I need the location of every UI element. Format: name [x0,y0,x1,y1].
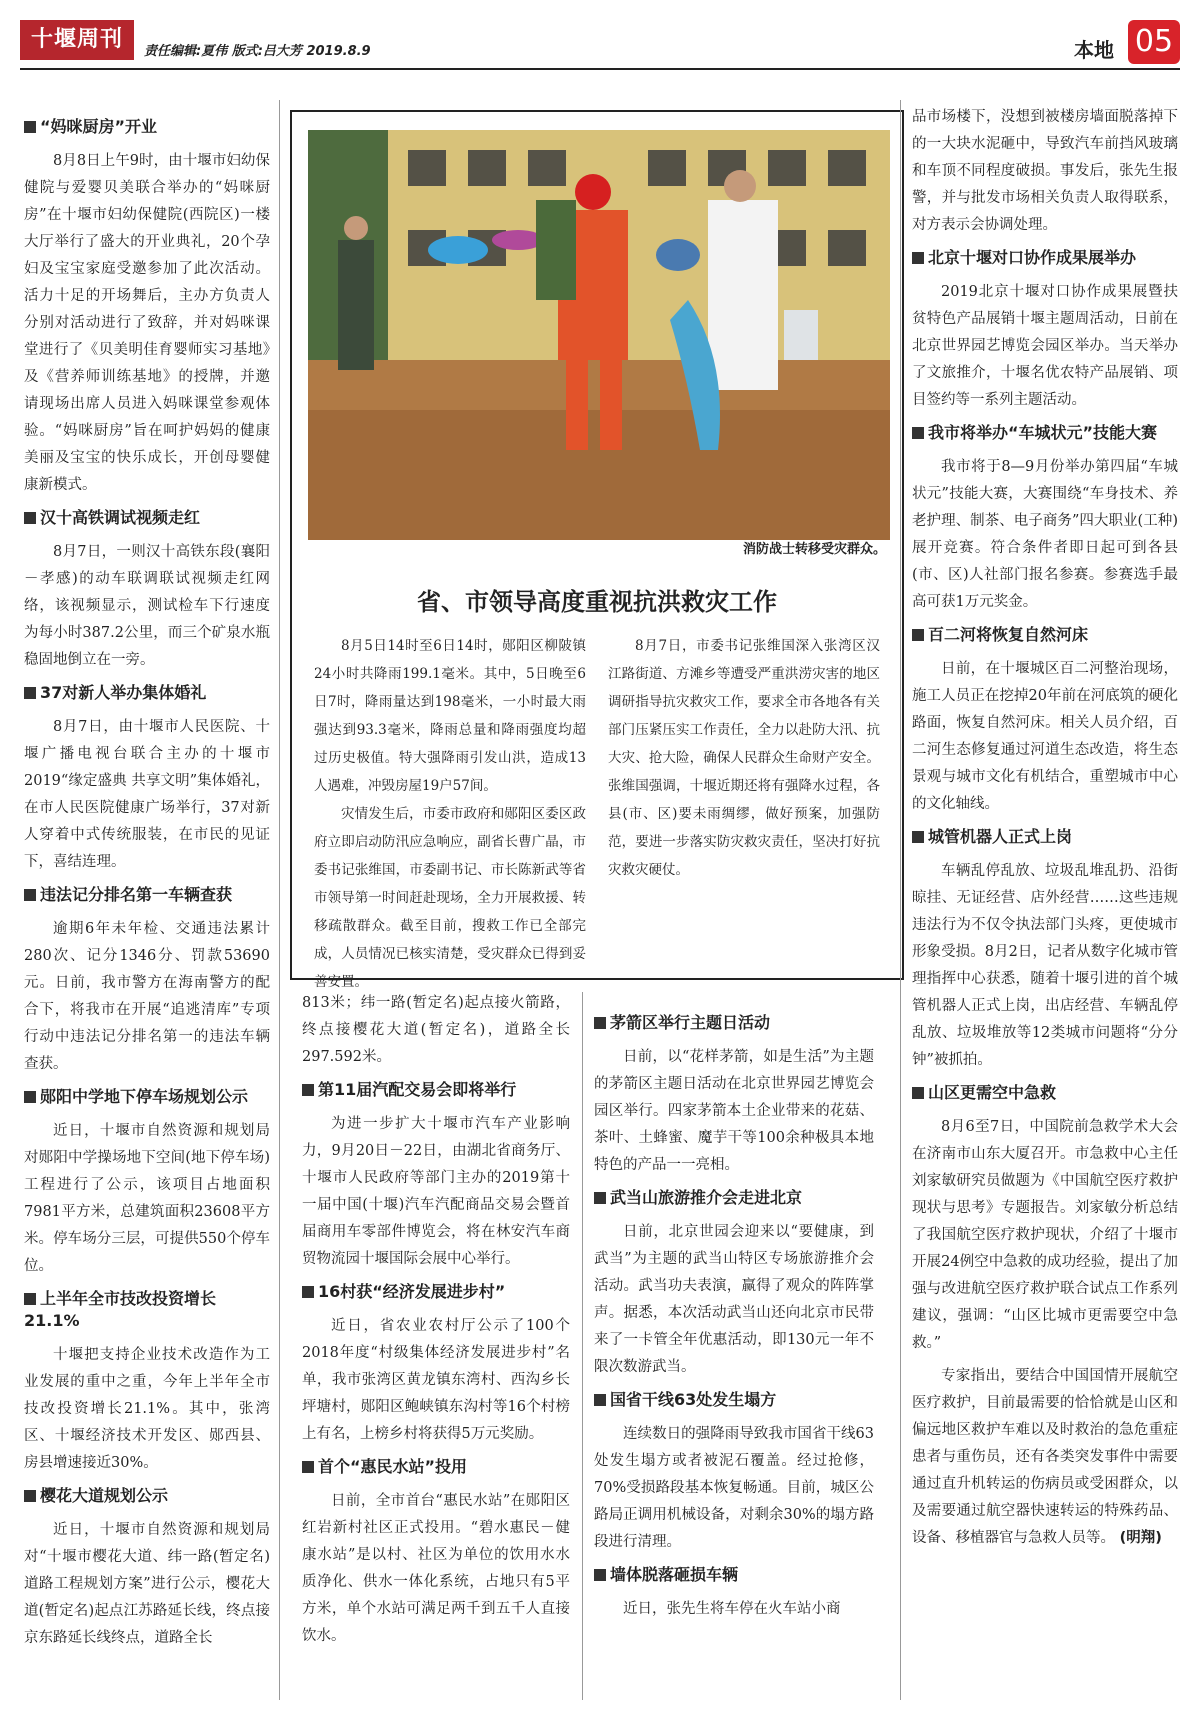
article-title: 武当山旅游推介会走进北京 [594,1187,874,1209]
column-right [912,104,1178,1558]
photo-caption: 消防战士转移受灾群众。 [742,542,886,557]
section-label: 本地 [1074,38,1114,62]
article-title: 城管机器人正式上岗 [912,826,1178,848]
article-body: 近日，张先生将车停在火车站小商 [623,1601,841,1617]
article-paragraph: 专家指出，要结合中国国情开展航空医疗救护，目前最需要的恰恰就是山区和偏远地区救护车难以及时救治的急危重症患者与重伤员，还有各类突发事件中需要通过直升机转运的伤病员或受困群众，以及需要通过航空器快速转运的特殊药品、设备、移植器官与急救人员等。 [912,1368,1178,1546]
flood-rescue-photo [308,130,890,540]
article-title: 37对新人举办集体婚礼 [24,682,270,704]
feature-paragraph: 8月5日14时至6日14时，郧阳区柳陂镇24小时共降雨199.1毫米。其中，5日晚至6日7时，降雨量达到198毫米，一小时最大雨强达到93.3毫米，降雨总量和降雨强度均超过历史极值。特大强降雨引发山洪，造成13人遇难，冲毁房屋19户57间。 [314,638,586,794]
article-title: 国省干线63处发生塌方 [594,1389,874,1411]
article-body: 十堰把支持企业技术改造作为工业发展的重中之重，今年上半年全市技改投资增长21.1%。其中，张湾区、十堰经济技术开发区、郧西县、房县增速接近30%。 [24,1347,270,1471]
article-body: 日前，以“花样茅箭，如是生活”为主题的茅箭区主题日活动在北京世界园艺博览会园区举行。四家茅箭本土企业带来的花菇、茶叶、土蜂蜜、魔芋干等100余种极具本地特色的产品一一亮相。 [594,1049,874,1173]
article-title: 第11届汽配交易会即将举行 [302,1079,570,1101]
header-rule [20,68,1180,70]
article-body: 8月7日，一则汉十高铁东段(襄阳－孝感)的动车联调联试视频走红网络，该视频显示，测试检车下行速度为每小时387.2公里，而三个矿泉水瓶稳固地倒立在一旁。 [24,544,270,668]
article-body: 8月7日，由十堰市人民医院、十堰广播电视台联合主办的十堰市2019“缘定盛典 共享文明”集体婚礼，在市人民医院健康广场举行，37对新人穿着中式传统服装，在市民的见证下，喜结连理。 [24,719,270,870]
column-divider [279,100,280,1700]
article-title: 郧阳中学地下停车场规划公示 [24,1086,270,1108]
page-number: 05 [1128,20,1180,64]
article-title: “妈咪厨房”开业 [24,116,270,138]
article-body: 近日，省农业农村厅公示了100个2018年度“村级集体经济发展进步村”名单，我市张湾区黄龙镇东湾村、西沟乡长坪塘村，郧阳区鲍峡镇东沟村等16个村榜上有名，上榜乡村将获得5万元奖励。 [302,1318,570,1442]
feature-col-2 [608,632,880,996]
article-title: 北京十堰对口协作成果展举办 [912,247,1178,269]
article-title: 墙体脱落砸损车辆 [594,1564,874,1586]
column-left [24,108,270,1658]
article-title: 16村获“经济发展进步村” [302,1281,570,1303]
article-title: 首个“惠民水站”投用 [302,1456,570,1478]
article-body: 813米；纬一路(暂定名)起点接火箭路，终点接樱花大道(暂定名)，道路全长297.592米。 [302,995,570,1065]
article-body: 日前，在十堰城区百二河整治现场，施工人员正在挖掉20年前在河底筑的硬化路面，恢复自然河床。相关人员介绍，百二河生态修复通过河道生态改造，将生态景观与城市文化有机结合，重塑城市中心的文化轴线。 [912,661,1178,812]
article-title: 违法记分排名第一车辆查获 [24,884,270,906]
article-title: 上半年全市技改投资增长21.1% [24,1288,270,1332]
article-body: 日前，北京世园会迎来以“要健康，到武当”为主题的武当山特区专场旅游推介会活动。武当功夫表演，赢得了观众的阵阵掌声。据悉，本次活动武当山还向北京市民带来了一卡管全年优惠活动，即130元一年不限次数游武当。 [594,1224,874,1375]
article-body: 8月6至7日，中国院前急救学术大会在济南市山东大厦召开。市急救中心主任刘家敏研究员做题为《中国航空医疗救护现状与思考》专题报告。刘家敏分析总结了我国航空医疗救护现状，介绍了十堰市开展24例空中急救的成功经验，提出了加强与改进航空医疗救护联合试点工作系列建议，强调：“山区比城市更需要空中急救。” [912,1119,1178,1351]
column-divider [582,992,583,1700]
article-title: 茅箭区举行主题日活动 [594,1012,874,1034]
feature-paragraph: 灾情发生后，市委市政府和郧阳区委区政府立即启动防汛应急响应，副省长曹广晶，市委书记张维国，市委副书记、市长陈新武等省市领导第一时间赶赴现场，全力开展救援、转移疏散群众。截至目前，搜救工作已全部完成，人员情况已核实清楚，受灾群众已得到妥善安置。 [314,806,586,990]
paper-logo: 十堰周刊 [20,20,134,60]
article-body: 车辆乱停乱放、垃圾乱堆乱扔、沿街晾挂、无证经营、店外经营……这些违规违法行为不仅令执法部门头疼，更使城市形象受损。8月2日，记者从数字化城市管理指挥中心获悉，随着十堰引进的首个城管机器人正式上岗，出店经营、车辆乱停乱放、垃圾堆放等12类城市问题将“分分钟”被抓拍。 [912,863,1178,1068]
article-body: 品市场楼下，没想到被楼房墙面脱落掉下的一大块水泥砸中，导致汽车前挡风玻璃和车顶不同程度破损。事发后，张先生报警，并与批发市场相关负责人取得联系，对方表示会协调处理。 [912,109,1178,233]
article-body: 近日，十堰市自然资源和规划局对郧阳中学操场地下空间(地下停车场)工程进行了公示，该项目占地面积7981平方米，总建筑面积23608平方米。停车场分三层，可提供550个停车位。 [24,1123,270,1274]
article-body: 为进一步扩大十堰市汽车产业影响力，9月20日－22日，由湖北省商务厅、十堰市人民政府等部门主办的2019第十一届中国(十堰)汽车汽配商品交易会暨首届商用车零部件博览会，将在林安汽车商贸物流园十堰国际会展中心举行。 [302,1116,570,1267]
article-title: 我市将举办“车城状元”技能大赛 [912,422,1178,444]
column-center-right [594,1004,874,1629]
article-body: 连续数日的强降雨导致我市国省干线63处发生塌方或者被泥石覆盖。经过抢修，70%受损路段基本恢复畅通。目前，城区公路局正调用机械设备，对剩余30%的塌方路段进行清理。 [594,1426,874,1550]
article-title: 汉十高铁调试视频走红 [24,507,270,529]
article-title: 樱花大道规划公示 [24,1485,270,1507]
article-body: 逾期6年未年检、交通违法累计280次、记分1346分、罚款53690元。日前，我市警方在海南警方的配合下，将我市在开展“追逃清库”专项行动中违法记分排名第一的违法车辆查获。 [24,921,270,1072]
article-body: 2019北京十堰对口协作成果展暨扶贫特色产品展销十堰主题周活动，日前在北京世界园艺博览会园区举办。当天举办了文旅推介，十堰名优农特产品展销、项目签约等一系列主题活动。 [912,284,1178,408]
article-title: 山区更需空中急救 [912,1082,1178,1104]
article-body [912,1363,1178,1552]
article-body: 8月8日上午9时，由十堰市妇幼保健院与爱婴贝美联合举办的“妈咪厨房”在十堰市妇幼保健院(西院区)一楼大厅举行了盛大的开业典礼，20个孕妇及宝宝家庭受邀参加了此次活动。活力十足的开场舞后，主办方负责人分别对活动进行了致辞，并对妈咪课堂进行了《贝美明佳育婴师实习基地》及《营养师训练基地》的授牌，并邀请现场出席人员进入妈咪课堂参观体验。“妈咪厨房”旨在呵护妈妈的健康美丽及宝宝的快乐成长，开创母婴健康新模式。 [24,153,270,493]
article-body: 近日，十堰市自然资源和规划局对“十堰市樱花大道、纬一路(暂定名)道路工程规划方案”进行公示，樱花大道(暂定名)起点江苏路延长线，终点接京东路延长线终点，道路全长 [24,1522,270,1646]
masthead [20,20,1180,66]
article-body: 日前，全市首台“惠民水站”在郧阳区红岩新村社区正式投用。“碧水惠民－健康水站”是以村、社区为单位的饮用水水质净化、供水一体化系统，占地只有5平方米，单个水站可满足两千到五千人直接饮水。 [302,1493,570,1644]
feature-box [290,110,904,990]
column-center-left [302,990,570,1656]
article-body: 我市将于8—9月份举办第四届“车城状元”技能大赛，大赛围绕“车身技术、养老护理、制茶、电子商务”四大职业(工种)展开竞赛。符合条件者即日起可到各县(市、区)人社部门报名参赛。参赛选手最高可获1万元奖金。 [912,459,1178,610]
author-byline: (明翔) [1119,1530,1162,1546]
feature-col-1 [314,632,586,996]
column-divider [900,100,901,1700]
feature-paragraph: 8月7日，市委书记张维国深入张湾区汉江路街道、方滩乡等遭受严重洪涝灾害的地区调研指导抗灾救灾工作，要求全市各地各有关部门压紧压实工作责任，全力以赴防大汛、抗大灾、抢大险，确保人民群众生命财产安全。张维国强调，十堰近期还将有强降水过程，各县(市、区)要未雨绸缪，做好预案，加强防范，要进一步落实防灾救灾责任，坚决打好抗灾救灾硬仗。 [608,638,880,878]
editor-credits: 责任编辑:夏伟 版式:吕大芳 2019.8.9 [144,44,371,59]
feature-body [314,632,880,996]
feature-headline: 省、市领导高度重视抗洪救灾工作 [417,588,777,616]
article-title: 百二河将恢复自然河床 [912,624,1178,646]
